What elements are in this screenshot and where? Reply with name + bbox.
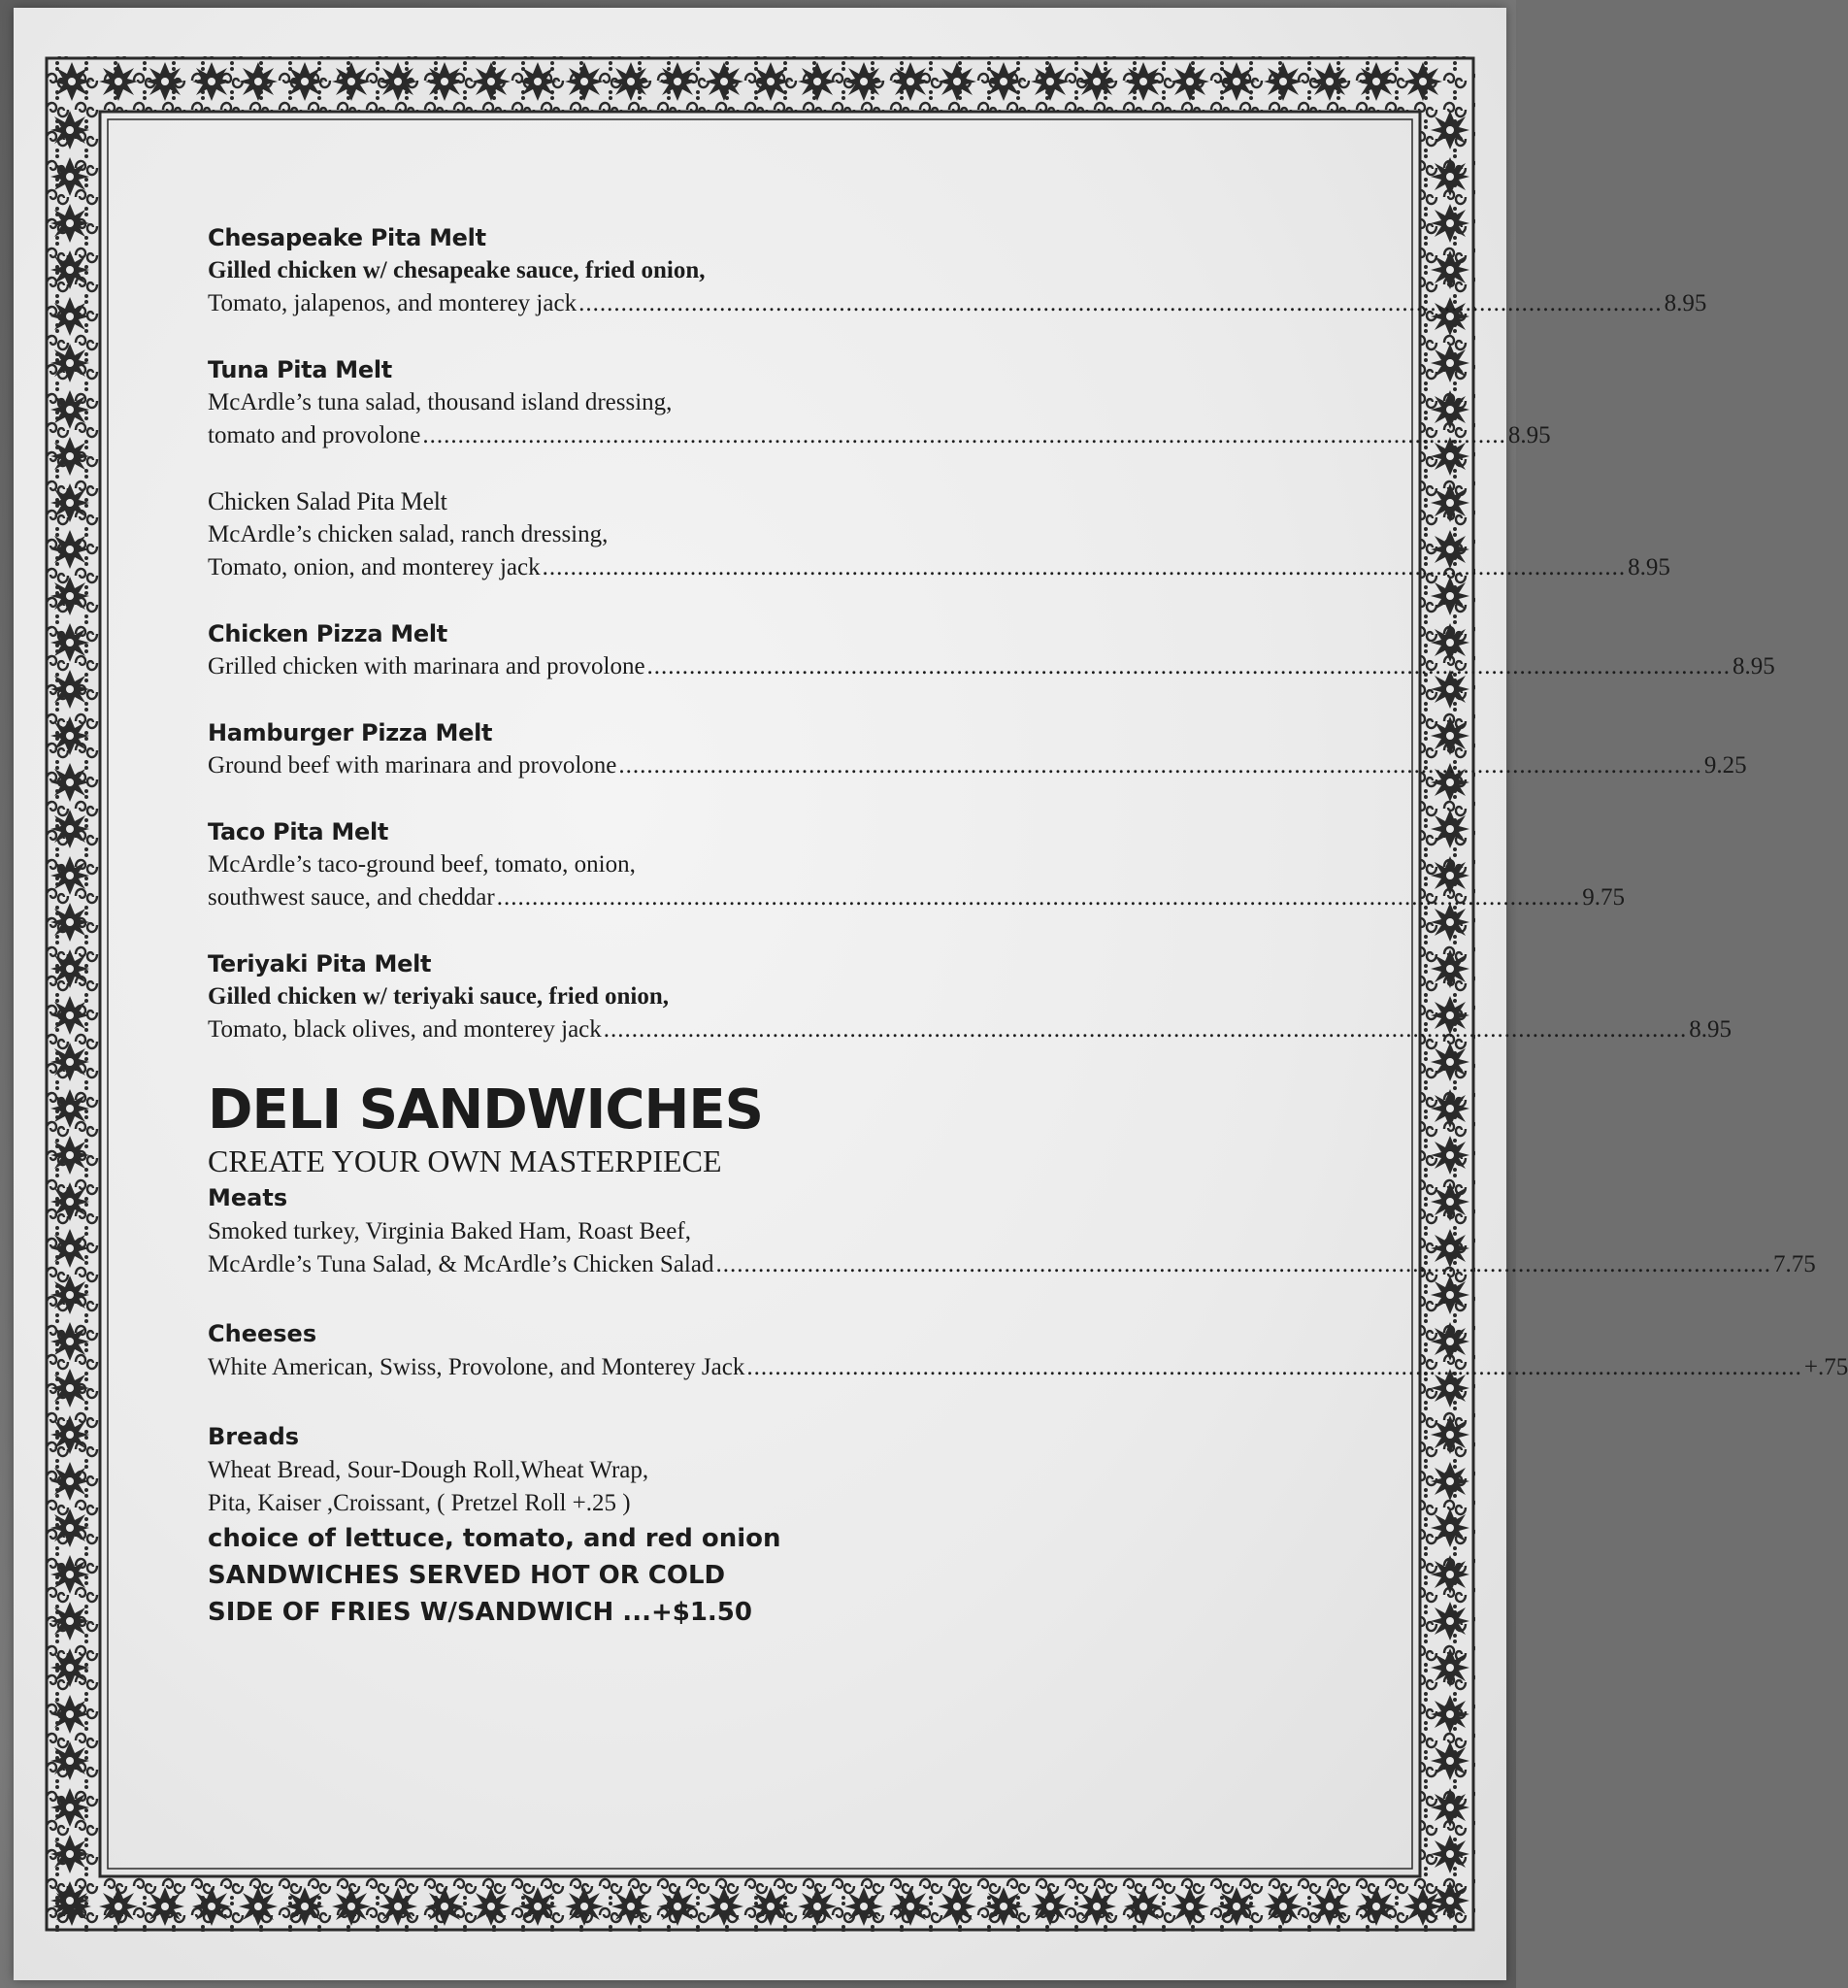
menu-item-description: Grilled chicken with marinara and provolone — [208, 653, 645, 679]
cheeses-group — [208, 1316, 1848, 1384]
menu-item-price-line — [208, 881, 1625, 914]
menu-item-description: Gilled chicken w/ chesapeake sauce, fried onion, — [208, 257, 706, 283]
meats-price: 7.75 — [1772, 1251, 1816, 1277]
menu-item-price: 8.95 — [1507, 422, 1551, 448]
menu-item-price: 8.95 — [1628, 554, 1670, 580]
menu-item-name: Teriyaki Pita Melt — [208, 950, 432, 977]
meats-heading: Meats — [208, 1184, 288, 1211]
cheeses-price: +.75 — [1803, 1354, 1848, 1380]
breads-line: Pita, Kaiser ,Croissant, ( Pretzel Roll +.25 ) — [208, 1490, 631, 1516]
dot-leader: .......................................................................................................................................................... — [496, 884, 1581, 911]
menu-item-description: McArdle’s chicken salad, ranch dressing, — [208, 521, 609, 547]
menu-item-name: Chicken Salad Pita Melt — [208, 487, 447, 515]
menu-item-description: Tomato, onion, and monterey jack — [208, 554, 541, 580]
menu-item — [208, 617, 1775, 683]
note-line: choice of lettuce, tomato, and red onion — [208, 1524, 781, 1553]
cheeses-heading: Cheeses — [208, 1320, 317, 1347]
menu-item-price: 8.95 — [1689, 1016, 1732, 1043]
menu-item-price-line — [208, 749, 1747, 782]
section-subtitle: CREATE YOUR OWN MASTERPIECE — [208, 1143, 722, 1178]
menu-item-price: 9.25 — [1703, 752, 1747, 779]
melt-list — [208, 221, 1775, 1046]
dot-leader: .......................................................................................................................................................... — [646, 653, 1732, 679]
menu-item-description: Tomato, black olives, and monterey jack — [208, 1016, 602, 1043]
menu-item-description: southwest sauce, and cheddar — [208, 884, 495, 911]
menu-item — [208, 485, 1670, 584]
menu-item — [208, 947, 1732, 1046]
menu-item-name: Hamburger Pizza Melt — [208, 719, 493, 746]
menu-item-price-line — [208, 287, 1707, 320]
dot-leader: .......................................................................................................................................................... — [618, 752, 1702, 779]
note-line: SIDE OF FRIES W/SANDWICH ...+$1.50 — [208, 1598, 752, 1627]
menu-item-name: Chicken Pizza Melt — [208, 620, 447, 647]
menu-item-price-line — [208, 419, 1551, 452]
menu-item-description: McArdle’s taco-ground beef, tomato, onion, — [208, 851, 636, 878]
menu-item-name: Chesapeake Pita Melt — [208, 224, 486, 251]
cheeses-line: White American, Swiss, Provolone, and Monterey Jack — [208, 1354, 745, 1380]
meats-line: Smoked turkey, Virginia Baked Ham, Roast Beef, — [208, 1218, 691, 1244]
menu-item-description: McArdle’s tuna salad, thousand island dressing, — [208, 389, 673, 415]
dot-leader: ...................................................................................................................................................... — [746, 1354, 1802, 1380]
menu-item-price: 9.75 — [1582, 884, 1625, 911]
menu-item-description: Ground beef with marinara and provolone — [208, 752, 617, 779]
menu-item — [208, 353, 1551, 452]
menu-item-description: tomato and provolone — [208, 422, 421, 448]
menu-item-name: Taco Pita Melt — [208, 818, 389, 845]
menu-item — [208, 716, 1747, 782]
meats-line: McArdle’s Tuna Salad, & McArdle’s Chicken Salad — [208, 1251, 714, 1277]
menu-item-description: Tomato, jalapenos, and monterey jack — [208, 290, 578, 316]
breads-group — [208, 1419, 1178, 1631]
dot-leader: .......................................................................................................................................................... — [603, 1016, 1688, 1043]
menu-item-price: 8.95 — [1664, 290, 1707, 316]
note-line: SANDWICHES SERVED HOT OR COLD — [208, 1561, 726, 1590]
breads-line: Wheat Bread, Sour-Dough Roll,Wheat Wrap, — [208, 1457, 649, 1483]
breads-heading: Breads — [208, 1423, 300, 1450]
section-title: DELI SANDWICHES — [208, 1078, 763, 1142]
menu-item-description: Gilled chicken w/ teriyaki sauce, fried onion, — [208, 983, 669, 1010]
dot-leader: .......................................................................................................................................................... — [542, 554, 1627, 580]
dot-leader: ...................................................................................................................................................... — [715, 1251, 1771, 1277]
menu-content — [208, 221, 1848, 1631]
dot-leader: .......................................................................................................................................................... — [578, 290, 1663, 316]
meats-price-line — [208, 1248, 1816, 1281]
menu-item-price: 8.95 — [1732, 653, 1775, 679]
menu-item-name: Tuna Pita Melt — [208, 356, 392, 383]
menu-item — [208, 815, 1625, 914]
menu-item — [208, 221, 1707, 320]
meats-group — [208, 1180, 1816, 1281]
menu-item-price-line — [208, 1013, 1732, 1046]
menu-item-price-line — [208, 650, 1775, 683]
cheeses-price-line — [208, 1351, 1848, 1384]
menu-item-price-line — [208, 551, 1670, 584]
dot-leader: .......................................................................................................................................................... — [422, 422, 1506, 448]
menu-page — [14, 8, 1848, 1980]
